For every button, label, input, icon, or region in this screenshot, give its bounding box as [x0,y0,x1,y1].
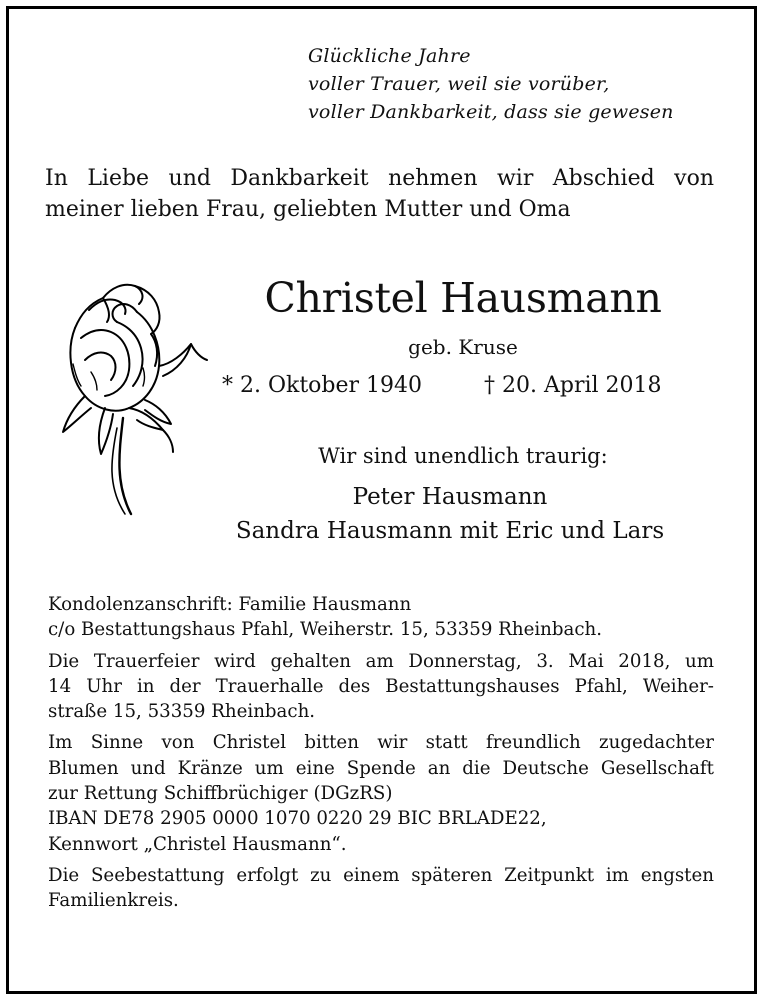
word: Deutsche [502,757,589,779]
word: Sinne [90,732,144,754]
mourning-statement: Wir sind unendlich traurig: [318,444,608,468]
maiden-name: geb. Kruse [408,335,518,359]
word: Donnerstag, [408,650,522,672]
word: Mai [568,650,604,672]
intro-line-2: meiner lieben Frau, geliebten Mutter und Oma [45,197,571,222]
word: von [674,166,714,191]
word: Abschied [552,166,655,191]
word: Seebestattung [90,864,225,886]
word: erfolgt [236,864,299,886]
word: um [254,757,284,779]
word: 2018, [618,650,671,672]
text-line: Familienkreis. [48,890,179,912]
word: 14 [48,675,72,697]
intro-text [45,163,714,225]
text-line [48,649,714,674]
birth-date: * 2. Oktober 1940 [222,373,423,398]
text-line [48,730,714,755]
word: Trauerhalle [215,675,324,697]
word: Zeitpunkt [504,864,595,886]
word: wird [214,650,256,672]
condolence-paragraph [48,592,714,643]
word: am [365,650,394,672]
word: statt [425,732,468,754]
word: der [169,675,201,697]
details-section [48,592,714,920]
donation-paragraph [48,730,714,856]
mourners-list [200,480,700,548]
quote-block [308,42,738,126]
word: engsten [640,864,714,886]
word: Christel [212,732,287,754]
word: die [462,757,491,779]
word: Pfahl, [574,675,628,697]
word: wir [377,732,408,754]
quote-line: voller Dankbarkeit, dass sie gewesen [308,101,674,123]
text-line: zur Rettung Schiffbrüchiger (DGzRS) [48,783,393,805]
word: Uhr [86,675,122,697]
word: zugedachter [599,732,714,754]
word: um [685,650,714,672]
word: wir [496,166,534,191]
text-line [48,756,714,781]
text-line: c/o Bestattungshaus Pfahl, Weiherstr. 15, 53359 Rheinbach. [48,619,603,641]
word: einem [343,864,400,886]
word: Im [48,732,73,754]
word: späteren [411,864,493,886]
word: des [338,675,371,697]
deceased-name: Christel Hausmann [264,274,662,322]
quote-line: voller Trauer, weil sie vorüber, [308,73,610,95]
text-line: Kennwort „Christel Hausmann“. [48,833,347,855]
word: und [168,166,211,191]
word: freundlich [485,732,581,754]
word: zu [310,864,332,886]
word: im [605,864,629,886]
mourner-name: Sandra Hausmann mit Eric und Lars [235,518,665,544]
text-line: Kondolenzanschrift: Familie Hausmann [48,594,412,615]
word: Die [48,864,80,886]
word: bitten [304,732,359,754]
word: in [136,675,155,697]
bank-details: IBAN DE78 2905 0000 1070 0220 29 BIC BRLADE22, [48,808,547,830]
word: Die [48,650,80,672]
burial-paragraph [48,863,714,914]
word: Gesellschaft [600,757,714,779]
word: Bestattungshauses [385,675,560,697]
text-line [48,863,714,888]
rose-illustration [45,268,215,524]
word: Liebe [87,166,150,191]
word: 3. [536,650,554,672]
word: gehalten [270,650,352,672]
word: Trauerfeier [93,650,200,672]
funeral-paragraph [48,649,714,725]
word: und [130,757,166,779]
word: Spende [346,757,416,779]
word: Kränze [177,757,243,779]
word: In [45,166,68,191]
word: an [427,757,451,779]
word: von [161,732,195,754]
word: Blumen [48,757,119,779]
mourner-name: Peter Hausmann [352,484,548,510]
word: eine [295,757,335,779]
word: nehmen [388,166,478,191]
intro-line-1 [45,163,714,194]
word: Weiher- [642,675,714,697]
text-line [48,674,714,699]
death-date: † 20. April 2018 [484,373,662,398]
quote-line: Glückliche Jahre [308,45,471,67]
text-line: straße 15, 53359 Rheinbach. [48,701,316,723]
word: Dankbarkeit [230,166,369,191]
